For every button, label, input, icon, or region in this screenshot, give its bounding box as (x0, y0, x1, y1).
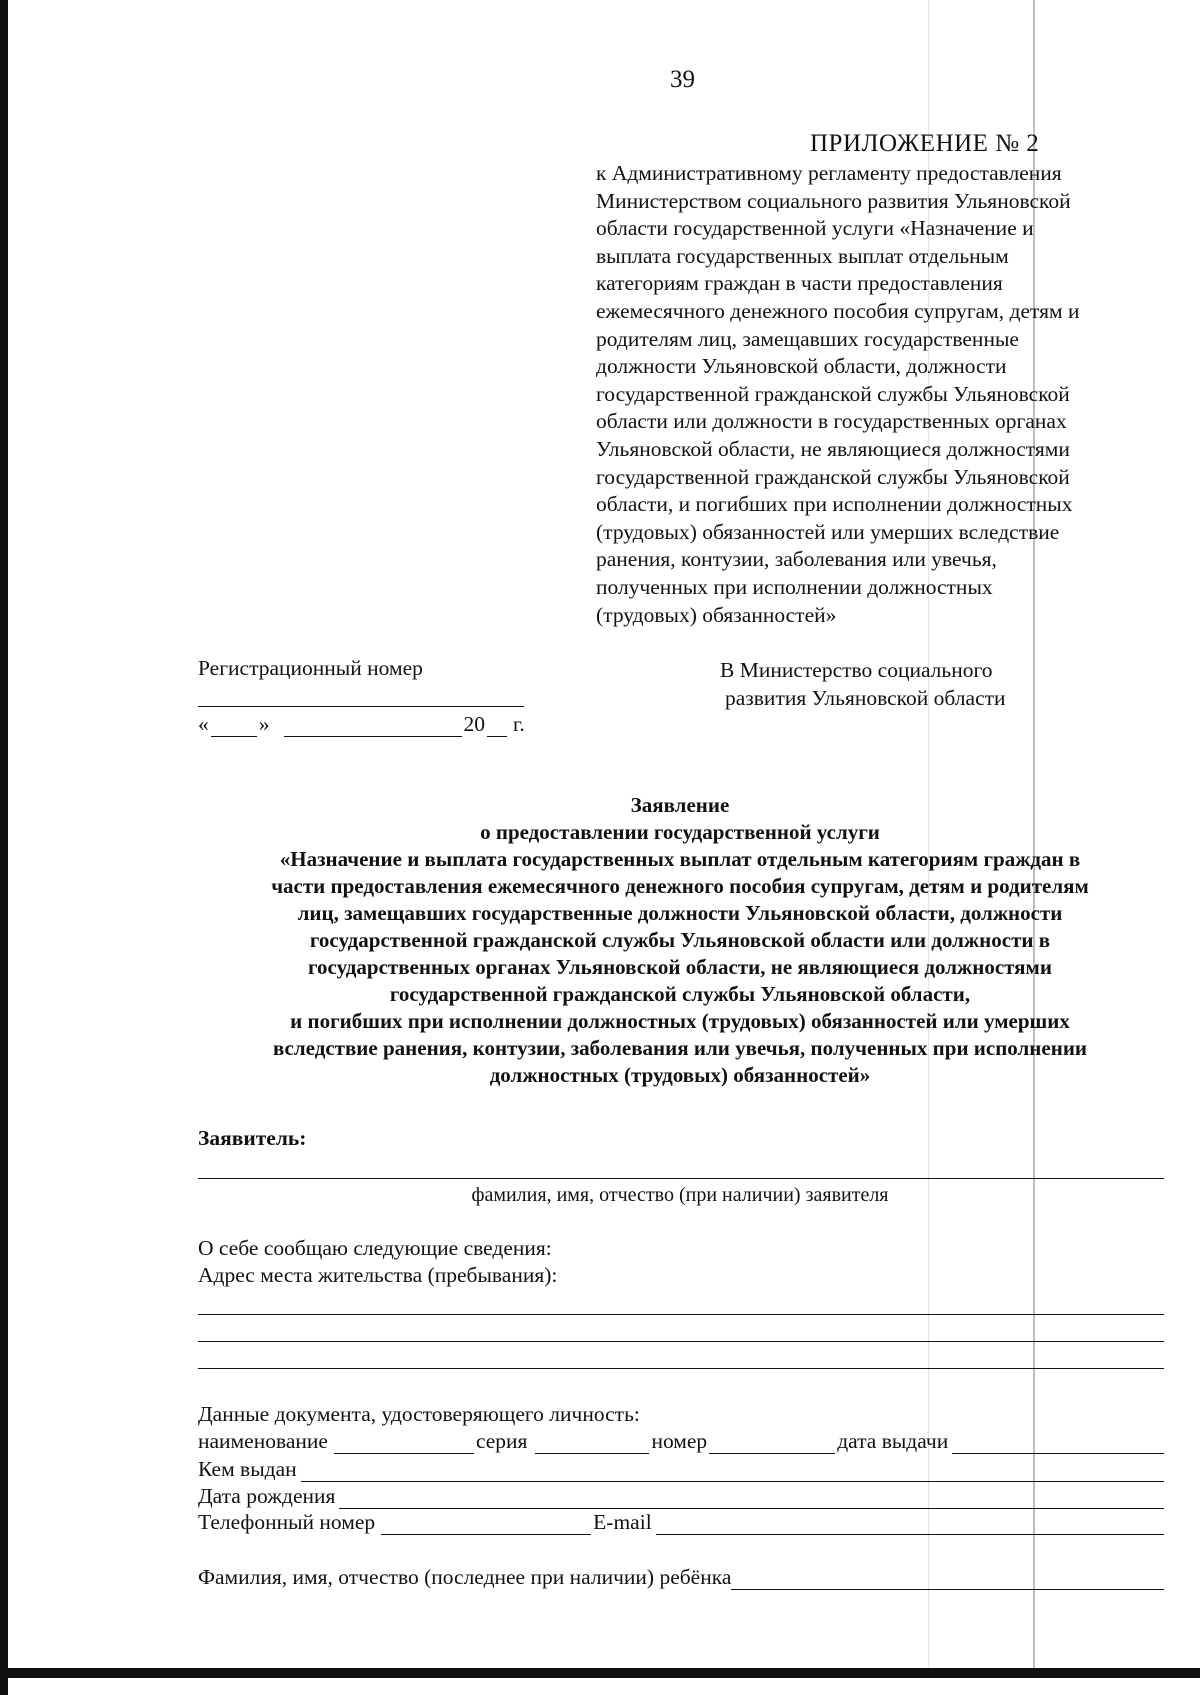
open-quote: « (198, 712, 209, 736)
applicant-name-field[interactable] (198, 1178, 1164, 1179)
address-field-line[interactable] (198, 1341, 1164, 1342)
appendix-line: области или должности в государственных органах (596, 409, 1067, 434)
statement-line: части предоставления ежемесячного денежного пособия супругам, детям и родителям (271, 874, 1089, 898)
issue-date-field[interactable] (952, 1431, 1164, 1454)
phone-field[interactable] (381, 1512, 591, 1535)
email-label: E-mail (593, 1510, 652, 1534)
issued-by-row (198, 1457, 1164, 1482)
registration-year-field[interactable] (487, 714, 507, 737)
issued-by-label: Кем выдан (198, 1457, 297, 1481)
child-name-label: Фамилия, имя, отчество (последнее при наличии) ребёнка (198, 1565, 732, 1589)
appendix-line: Министерством социального развития Ульяновской (596, 188, 1071, 213)
document-number-label: номер (651, 1429, 708, 1453)
addressee (720, 656, 1006, 712)
email-field[interactable] (656, 1512, 1164, 1535)
identity-heading: Данные документа, удостоверяющего личность: (198, 1402, 640, 1426)
appendix-line: должности Ульяновской области, должности (596, 354, 1007, 379)
appendix-line: полученных при исполнении должностных (596, 574, 993, 599)
birth-date-label: Дата рождения (198, 1484, 336, 1508)
appendix-line: ранения, контузии, заболевания или увечья, (596, 547, 997, 572)
address-field-line[interactable] (198, 1368, 1164, 1369)
phone-label: Телефонный номер (198, 1510, 376, 1534)
statement-line: и погибших при исполнении должностных (трудовых) обязанностей или умерших (290, 1009, 1070, 1033)
appendix-line: (трудовых) обязанностей» (596, 602, 837, 627)
applicant-label: Заявитель: (198, 1126, 307, 1150)
addressee-line: В Министерство социального (720, 658, 993, 682)
year-prefix: 20 (463, 712, 485, 736)
birth-date-field[interactable] (339, 1486, 1164, 1509)
statement-line: государственной гражданской службы Ульяновской области или должности в (309, 928, 1051, 952)
appendix-title: ПРИЛОЖЕНИЕ № 2 (810, 130, 1040, 157)
statement-subtitle: о предоставлении государственной услуги (480, 820, 880, 844)
address-field-line[interactable] (198, 1314, 1164, 1315)
appendix-line: категориям граждан в части предоставления (596, 271, 1003, 296)
appendix-line: государственной гражданской службы Ульяновской (596, 464, 1070, 489)
year-suffix: г. (513, 712, 525, 736)
appendix-line: государственной гражданской службы Ульяновской (596, 381, 1070, 406)
identity-document-row (198, 1429, 1164, 1454)
applicant-name-caption: фамилия, имя, отчество (при наличии) заявителя (471, 1184, 889, 1206)
child-name-field[interactable] (731, 1567, 1164, 1590)
statement-line: государственной гражданской службы Ульяновской области, (389, 982, 971, 1006)
registration-day-field[interactable] (211, 714, 257, 737)
statement-line: вследствие ранения, контузии, заболевания или увечья, полученных при исполнении (272, 1036, 1088, 1060)
appendix-line: (трудовых) обязанностей или умерших вследствие (596, 519, 1060, 544)
about-intro: О себе сообщаю следующие сведения: (198, 1236, 552, 1260)
document-name-label: наименование (198, 1429, 328, 1453)
appendix-line: ежемесячного денежного пособия супругам, детям и (596, 298, 1080, 323)
appendix-line: Ульяновской области, не являющиеся должностями (596, 436, 1070, 461)
issued-by-field[interactable] (301, 1459, 1164, 1482)
document-series-label: серия (475, 1429, 528, 1453)
close-quote: » (258, 712, 270, 736)
contacts-row (198, 1510, 1164, 1535)
document-name-field[interactable] (334, 1431, 474, 1454)
registration-month-field[interactable] (284, 714, 462, 737)
page-number: 39 (670, 66, 695, 93)
registration-date-row (198, 712, 525, 737)
scan-left-edge (0, 0, 8, 1695)
statement-line: «Назначение и выплата государственных выплат отдельным категориям граждан в (279, 847, 1081, 871)
document-series-field[interactable] (535, 1431, 649, 1454)
address-label: Адрес места жительства (пребывания): (198, 1263, 558, 1287)
appendix-line: области, и погибших при исполнении должностных (596, 492, 1073, 517)
addressee-line: развития Ульяновской области (725, 686, 1006, 710)
statement-line: лиц, замещавших государственные должности Ульяновской области, должности (297, 901, 1063, 925)
appendix-line: выплата государственных выплат отдельным (596, 243, 1009, 268)
appendix-line: родителям лиц, замещавших государственные (596, 326, 1019, 351)
issue-date-label: дата выдачи (837, 1429, 949, 1453)
scan-bottom-edge (0, 1668, 1200, 1678)
statement-line: государственных органах Ульяновской области, не являющиеся должностями (308, 955, 1052, 979)
statement-title: Заявление (630, 793, 730, 817)
registration-number-field[interactable] (198, 706, 524, 707)
registration-number-label: Регистрационный номер (198, 656, 423, 680)
statement-line: должностных (трудовых) обязанностей» (489, 1063, 871, 1087)
child-name-row (198, 1565, 1164, 1590)
appendix-description (596, 160, 1156, 629)
appendix-line: к Административному регламенту предоставления (596, 161, 1062, 185)
appendix-line: области государственной услуги «Назначение и (596, 216, 1034, 241)
birth-date-row (198, 1484, 1164, 1509)
document-number-field[interactable] (709, 1431, 835, 1454)
statement-heading (200, 792, 1160, 1089)
